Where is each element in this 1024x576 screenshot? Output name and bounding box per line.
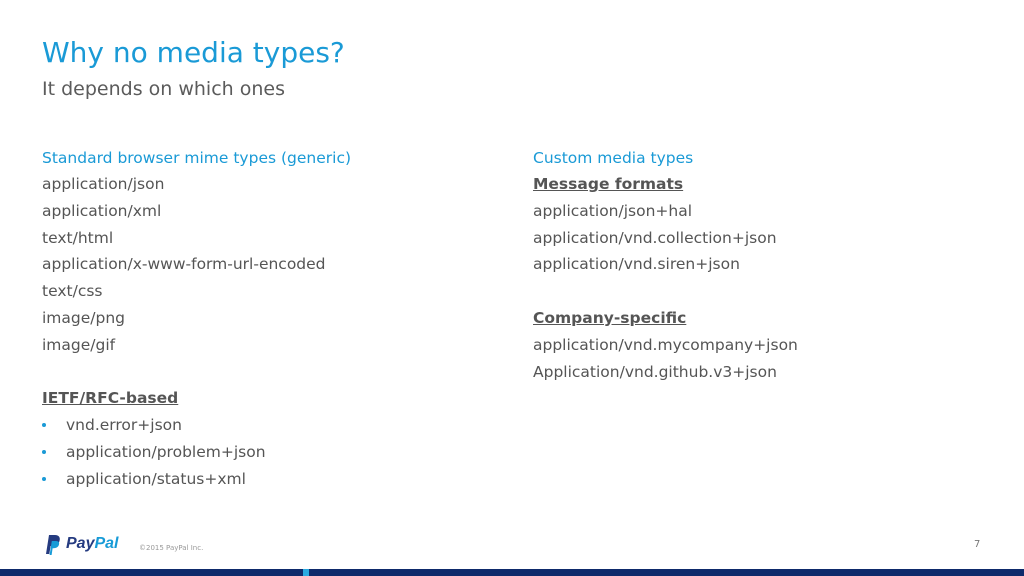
bullet-item-label: application/problem+json — [66, 442, 266, 461]
paypal-wordmark: PayPal — [66, 535, 119, 552]
company-specific-heading: Company-specific — [533, 308, 687, 327]
list-item: Application/vnd.github.v3+json — [533, 362, 777, 381]
bullet-icon — [42, 477, 46, 481]
list-item: application/vnd.mycompany+json — [533, 335, 798, 354]
paypal-p-icon — [42, 533, 62, 555]
bullet-icon — [42, 423, 46, 427]
slide-title: Why no media types? — [42, 36, 345, 69]
right-column — [533, 145, 973, 385]
bullet-icon — [42, 450, 46, 454]
footer-bar-accent — [303, 569, 309, 576]
list-item: application/vnd.collection+json — [533, 228, 777, 247]
list-item: application/vnd.siren+json — [533, 255, 740, 274]
message-formats-heading: Message formats — [533, 175, 684, 193]
footer-bar — [0, 569, 1024, 576]
paypal-logo — [42, 533, 119, 555]
left-column-heading: Standard browser mime types (generic) — [42, 149, 352, 167]
list-item: application/json — [42, 175, 165, 193]
copyright-text: ©2015 PayPal Inc. — [139, 544, 204, 552]
page-number: 7 — [974, 539, 981, 550]
list-item: application/json+hal — [533, 201, 693, 220]
list-item: text/css — [42, 282, 103, 301]
slide-subtitle: It depends on which ones — [42, 78, 285, 100]
list-item: text/html — [42, 228, 114, 247]
bullet-item-label: application/status+xml — [66, 469, 246, 488]
bullet-item — [42, 439, 482, 466]
right-column-heading: Custom media types — [533, 149, 694, 167]
left-column — [42, 145, 482, 493]
bullet-item — [42, 412, 482, 439]
bullet-item-label: vnd.error+json — [66, 416, 182, 435]
list-item: image/gif — [42, 335, 116, 354]
list-item: application/xml — [42, 201, 162, 220]
list-item: image/png — [42, 308, 126, 327]
list-item: application/x-www-form-url-encoded — [42, 255, 326, 274]
ietf-section-heading: IETF/RFC-based — [42, 389, 179, 408]
bullet-item — [42, 466, 482, 493]
